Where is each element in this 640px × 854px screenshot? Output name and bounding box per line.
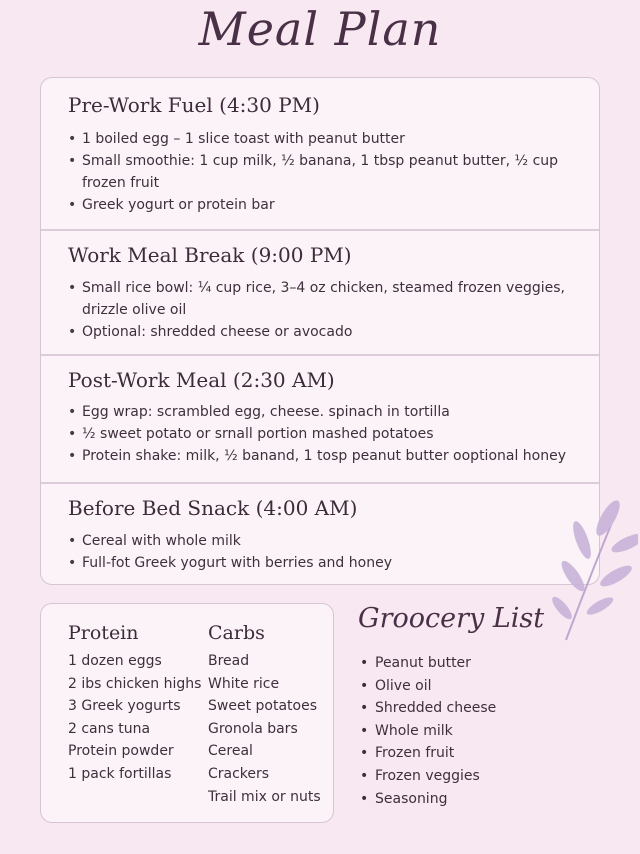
section-items [68,277,583,343]
list-item: • Protein shake: milk, ½ banand, 1 tosp peanut butter ooptional honey [68,445,583,467]
list-item: 1 pack fortillas [68,765,172,782]
list-item: • Olive oil [360,675,496,698]
protein-column [68,622,201,786]
list-item: Trail mix or nuts [208,788,321,805]
section-title: Pre-Work Fuel (4:30 PM) [68,93,320,117]
list-item: Bread [208,653,250,669]
grocery-list-title: Groocery List [358,603,545,634]
section-divider [41,482,599,484]
section-title: Work Meal Break (9:00 PM) [68,243,352,267]
carbs-column [208,622,321,808]
list-item: • Cereal with whole milk [68,530,583,552]
section-title: Post-Work Meal (2:30 AM) [68,368,335,392]
section-items [68,401,583,467]
list-item: White rice [208,675,280,692]
list-item: • Shredded cheese [360,697,496,720]
list-item: • Small rice bowl: ¼ cup rice, 3–4 oz chicken, steamed frozen veggies, drizzle olive oil [68,277,583,321]
list-item: 2 cans tuna [68,720,151,737]
meal-schedule-card [40,77,600,585]
carbs-title: Carbs [208,622,265,644]
list-item: Protein powder [68,743,174,760]
section-divider [41,354,599,356]
page-title: Meal Plan [198,2,442,56]
leaf-branch-icon [548,488,638,648]
list-item: 2 ibs chicken highs [68,675,202,692]
list-item: • Full-fot Greek yogurt with berries and honey [68,552,583,574]
list-item: • Small smoothie: 1 cup milk, ½ banana, 1 tbsp peanut butter, ½ cup frozen fruit [68,150,583,194]
list-item: 1 dozen eggs [68,653,162,669]
list-item: Crackers [208,765,270,782]
list-item: • Greek yogurt or protein bar [68,194,583,216]
list-item: • Peanut butter [360,652,496,675]
list-item: • Seasoning [360,788,496,811]
list-item: • Optional: shredded cheese or avocado [68,321,583,343]
list-item: • 1 boiled egg – 1 slice toast with peanut butter [68,128,583,150]
section-items [68,128,583,216]
section-title: Before Bed Snack (4:00 AM) [68,496,358,520]
list-item: Gronola bars [208,720,298,737]
list-item: • Frozen fruit [360,742,496,765]
list-item: • ½ sweet potato or srnall portion mashed potatoes [68,423,583,445]
list-item: Cereal [208,743,253,760]
grocery-list [360,652,496,810]
list-item: • Whole milk [360,720,496,743]
shopping-categories-card [40,603,334,823]
list-item: 3 Greek yogurts [68,698,181,715]
protein-title: Protein [68,622,139,644]
list-item: Sweet potatoes [208,698,317,715]
list-item: • Egg wrap: scrambled egg, cheese. spinach in tortilla [68,401,583,423]
list-item: • Frozen veggies [360,765,496,788]
section-divider [41,229,599,231]
section-items [68,530,583,574]
